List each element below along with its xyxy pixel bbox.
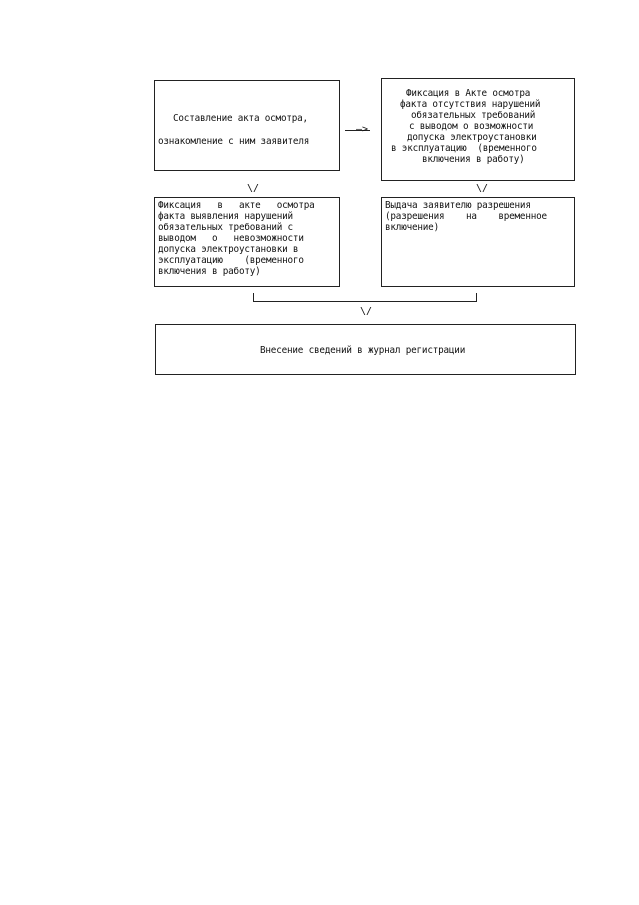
- arrow-right-head: —>: [356, 124, 369, 135]
- box-no-violations-line-3: обязательных требований: [411, 110, 536, 121]
- box-no-violations-line-7: включения в работу): [422, 154, 525, 165]
- box-inspection-act: [154, 80, 340, 171]
- box-violations-found-line-3: обязательных требований с: [158, 222, 293, 233]
- box-journal-entry-line-1: Внесение сведений в журнал регистрации: [260, 345, 466, 356]
- box-violations-found: [154, 197, 340, 287]
- box-permit-issue-line-3: включение): [385, 222, 439, 233]
- box-no-violations-line-6: в эксплуатацию (временного: [391, 143, 537, 154]
- box-inspection-act-line-2: ознакомление с ним заявителя: [158, 136, 310, 147]
- arrow-down-left: \/: [247, 183, 260, 194]
- box-violations-found-line-5: допуска электроустановки в: [158, 244, 299, 255]
- box-no-violations-line-5: допуска электроустановки: [407, 132, 537, 143]
- box-violations-found-line-1: Фиксация в акте осмотра: [158, 200, 315, 211]
- box-no-violations-line-1: Фиксация в Акте осмотра: [406, 88, 531, 99]
- arrow-down-center: \/: [360, 306, 373, 317]
- box-violations-found-line-4: выводом о невозможности: [158, 233, 304, 244]
- box-inspection-act-line-1: Составление акта осмотра,: [173, 113, 308, 124]
- box-no-violations-line-2: факта отсутствия нарушений: [400, 99, 541, 110]
- bracket-base: [253, 301, 477, 302]
- box-violations-found-line-7: включения в работу): [158, 266, 261, 277]
- box-permit-issue-line-1: Выдача заявителю разрешения: [385, 200, 531, 211]
- box-permit-issue: [381, 197, 575, 287]
- box-no-violations: [381, 78, 575, 181]
- arrow-down-right: \/: [476, 183, 489, 194]
- box-journal-entry: [155, 324, 576, 375]
- box-no-violations-line-4: с выводом о возможности: [409, 121, 534, 132]
- box-violations-found-line-6: эксплуатацию (временного: [158, 255, 304, 266]
- box-violations-found-line-2: факта выявления нарушений: [158, 211, 293, 222]
- box-permit-issue-line-2: (разрешения на временное: [385, 211, 547, 222]
